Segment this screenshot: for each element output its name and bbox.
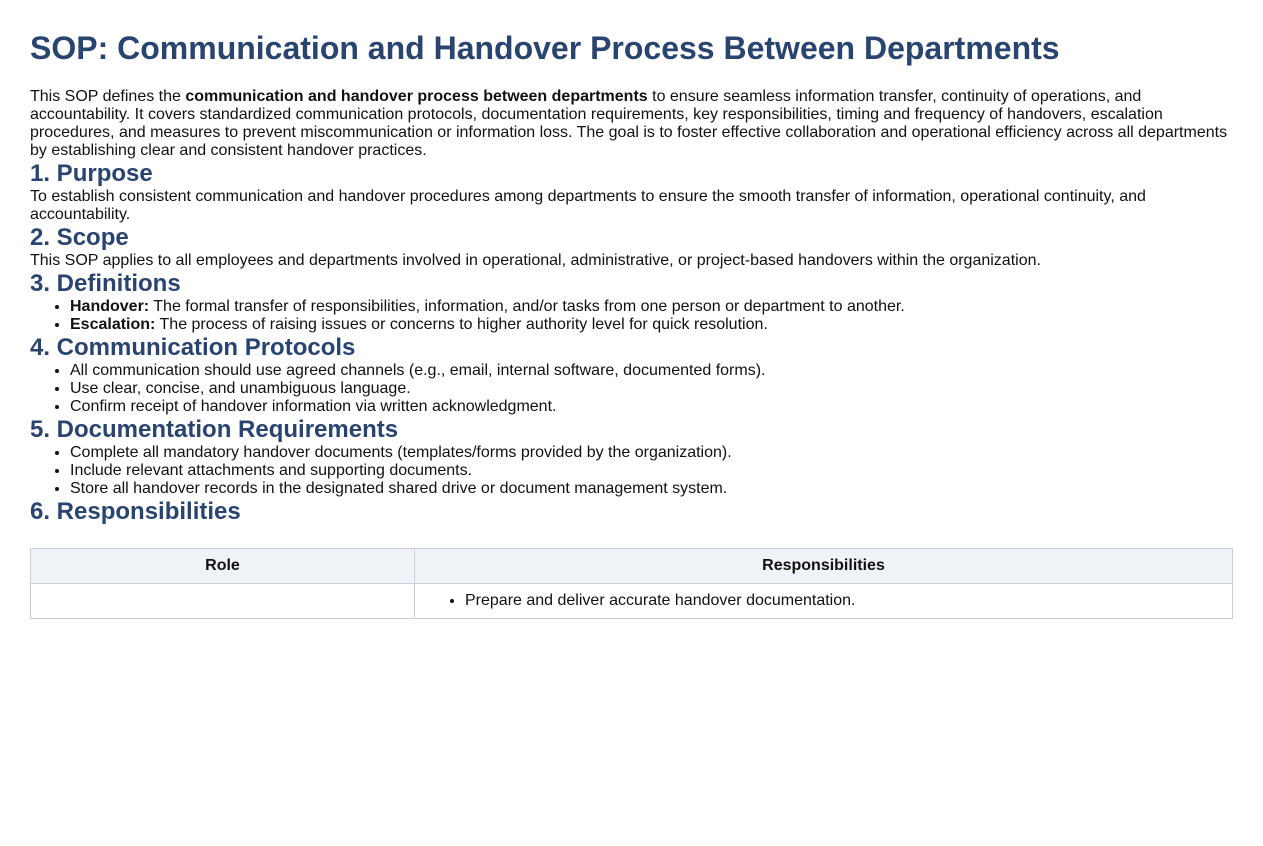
definition-term: Escalation: <box>70 316 156 333</box>
responsibilities-list <box>425 592 1222 610</box>
list-item <box>70 298 1233 316</box>
responsibilities-cell <box>415 584 1233 619</box>
list-item: • Confirm receipt of handover information via written acknowledgment. <box>70 398 1233 416</box>
section-heading-protocols: 4. Communication Protocols <box>30 334 356 361</box>
column-header-role: Role <box>31 549 415 584</box>
list-item: • All communication should use agreed channels (e.g., email, internal software, documented forms). <box>70 362 1233 380</box>
list-item: • Use clear, concise, and unambiguous language. <box>70 380 1233 398</box>
table-header-row <box>31 549 1233 584</box>
intro-paragraph <box>30 88 1233 160</box>
table-row <box>31 584 1233 619</box>
list-item: • Complete all mandatory handover documents (templates/forms provided by the organization). <box>70 444 1233 462</box>
list-item <box>70 316 1233 334</box>
documentation-list <box>30 444 1233 498</box>
intro-text-end: to ensure seamless information transfer, continuity of operations, and accountability. It covers standardized communication protocols, documentation requirements, key responsibilities, timing and frequency of handovers, escalation procedures, and measures to prevent miscommunication or information loss. The goal is to foster effective collaboration and operational efficiency across all departments by establishing clear and consistent handover practices. <box>30 88 1228 159</box>
section-heading-responsibilities: 6. Responsibilities <box>30 498 241 525</box>
purpose-text: To establish consistent communication and handover procedures among departments to ensure the smooth transfer of information, operational continuity, and accountability. <box>30 188 1146 223</box>
list-item: • Prepare and deliver accurate handover documentation. <box>465 592 1222 610</box>
column-header-responsibilities: Responsibilities <box>415 549 1233 584</box>
intro-text-bold: communication and handover process between departments <box>185 88 648 105</box>
responsibilities-table <box>30 548 1233 619</box>
section-heading-purpose: 1. Purpose <box>30 160 153 187</box>
definition-term: Handover: <box>70 298 150 315</box>
definition-text: The process of raising issues or concerns to higher authority level for quick resolution. <box>155 316 768 333</box>
section-heading-definitions: 3. Definitions <box>30 270 181 297</box>
scope-text: This SOP applies to all employees and departments involved in operational, administrative, or project-based handovers within the organization. <box>30 252 1041 269</box>
list-item: • Include relevant attachments and supporting documents. <box>70 462 1233 480</box>
section-heading-scope: 2. Scope <box>30 224 129 251</box>
section-heading-documentation: 5. Documentation Requirements <box>30 416 399 443</box>
list-item: • Store all handover records in the designated shared drive or document management system. <box>70 480 1233 498</box>
intro-text-start: This SOP defines the <box>30 88 186 105</box>
page-title: SOP: Communication and Handover Process Between Departments <box>30 30 1060 66</box>
role-cell <box>31 584 415 619</box>
protocols-list <box>30 362 1233 416</box>
definition-text: The formal transfer of responsibilities, information, and/or tasks from one person or department to another. <box>149 298 905 315</box>
definitions-list <box>30 298 1233 334</box>
